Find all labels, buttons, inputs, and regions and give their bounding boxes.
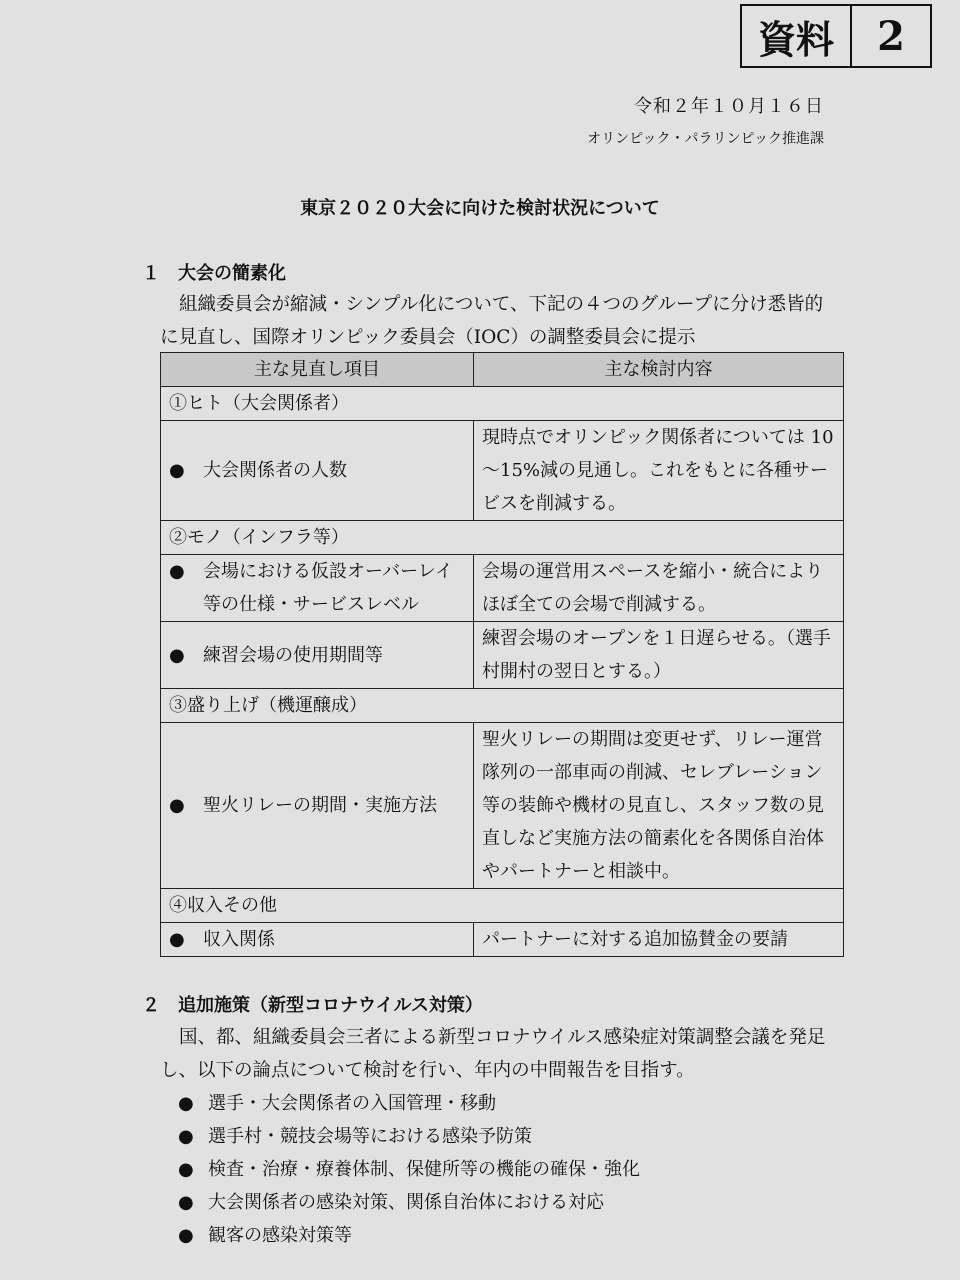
list-item [178, 1120, 640, 1153]
item-text: 練習会場の使用期間等 [203, 644, 383, 666]
section1-number: １ [142, 263, 160, 284]
bullet-icon: ● [169, 561, 185, 582]
group-label: ④収入その他 [161, 889, 844, 923]
list-item-text: 検査・治療・療養体制、保健所等の機能の確保・強化 [208, 1159, 640, 1180]
table-header-item: 主な見直し項目 [161, 353, 474, 387]
group-label: ①ヒト（大会関係者） [161, 387, 844, 421]
item-cell [161, 923, 474, 957]
section1-heading-text: 大会の簡素化 [178, 263, 286, 284]
group-label: ②モノ（インフラ等） [161, 521, 844, 555]
list-item [178, 1186, 640, 1219]
section1-intro: 組織委員会が縮減・シンプル化について、下記の４つのグループに分け悉皆的に見直し、国際オリンピック委員会（IOC）の調整委員会に提示 [160, 294, 824, 348]
section2-heading-text: 追加施策（新型コロナウイルス対策） [178, 995, 483, 1016]
table-row [161, 555, 844, 622]
item-text: 大会関係者の人数 [203, 460, 347, 481]
table-row [161, 723, 844, 889]
bullet-icon: ● [178, 1126, 194, 1147]
item-text: 収入関係 [203, 929, 275, 950]
stamp-label: 資料 [742, 6, 852, 66]
content-cell: パートナーに対する追加協賛金の要請 [474, 923, 844, 957]
group-row [161, 521, 844, 555]
content-cell: 聖火リレーの期間は変更せず、リレー運営隊列の一部車両の削減、セレブレーション等の装飾や機材の見直し、スタッフ数の見直しなど実施方法の簡素化を各関係自治体やパートナーと相談中。 [474, 723, 844, 889]
table-row [161, 923, 844, 957]
item-cell [161, 622, 474, 689]
table-header-row [161, 353, 844, 387]
list-item [178, 1087, 640, 1120]
bullet-icon: ● [169, 795, 185, 816]
list-item-text: 選手・大会関係者の入国管理・移動 [208, 1093, 496, 1114]
item-cell [161, 555, 474, 622]
item-cell [161, 723, 474, 889]
table-header-content: 主な検討内容 [474, 353, 844, 387]
bullet-icon: ● [178, 1225, 194, 1246]
group-row [161, 889, 844, 923]
document-date: 令和２年１０月１６日 [634, 96, 824, 117]
bullet-icon: ● [169, 460, 185, 481]
content-cell: 会場の運営用スペースを縮小・統合によりほぼ全ての会場で削減する。 [474, 555, 844, 622]
document-title: 東京２０２０大会に向けた検討状況について [300, 198, 660, 219]
bullet-icon: ● [178, 1192, 194, 1213]
bullet-icon: ● [178, 1159, 194, 1180]
content-cell: 練習会場のオープンを１日遅らせる。（選手村開村の翌日とする。） [474, 622, 844, 689]
section2-number: ２ [142, 995, 160, 1016]
group-row [161, 387, 844, 421]
group-label: ③盛り上げ（機運醸成） [161, 689, 844, 723]
content-cell: 現時点でオリンピック関係者については 10～15%減の見通し。これをもとに各種サービスを削減する。 [474, 421, 844, 521]
list-item [178, 1153, 640, 1186]
section2-intro: 国、都、組織委員会三者による新型コロナウイルス感染症対策調整会議を発足し、以下の論点について検討を行い、年内の中間報告を目指す。 [160, 1027, 826, 1081]
bullet-icon: ● [178, 1093, 194, 1114]
section1-heading [142, 259, 286, 285]
bullet-icon: ● [169, 644, 185, 666]
list-item [178, 1219, 640, 1252]
review-table [160, 352, 844, 957]
bullet-icon: ● [169, 929, 185, 950]
table-row [161, 622, 844, 689]
department-name: オリンピック・パラリンピック推進課 [587, 131, 824, 147]
section2-heading [142, 991, 483, 1017]
list-item-text: 大会関係者の感染対策、関係自治体における対応 [208, 1192, 604, 1213]
list-item-text: 観客の感染対策等 [208, 1225, 352, 1246]
stamp-number: 2 [877, 12, 905, 60]
item-cell [161, 421, 474, 521]
list-item-text: 選手村・競技会場等における感染予防策 [208, 1126, 532, 1147]
group-row [161, 689, 844, 723]
table-row [161, 421, 844, 521]
document-stamp [740, 4, 932, 68]
measures-list [178, 1087, 640, 1252]
item-text: 聖火リレーの期間・実施方法 [203, 795, 437, 816]
item-text: 会場における仮設オーバーレイ等の仕様・サービスレベル [203, 561, 453, 615]
